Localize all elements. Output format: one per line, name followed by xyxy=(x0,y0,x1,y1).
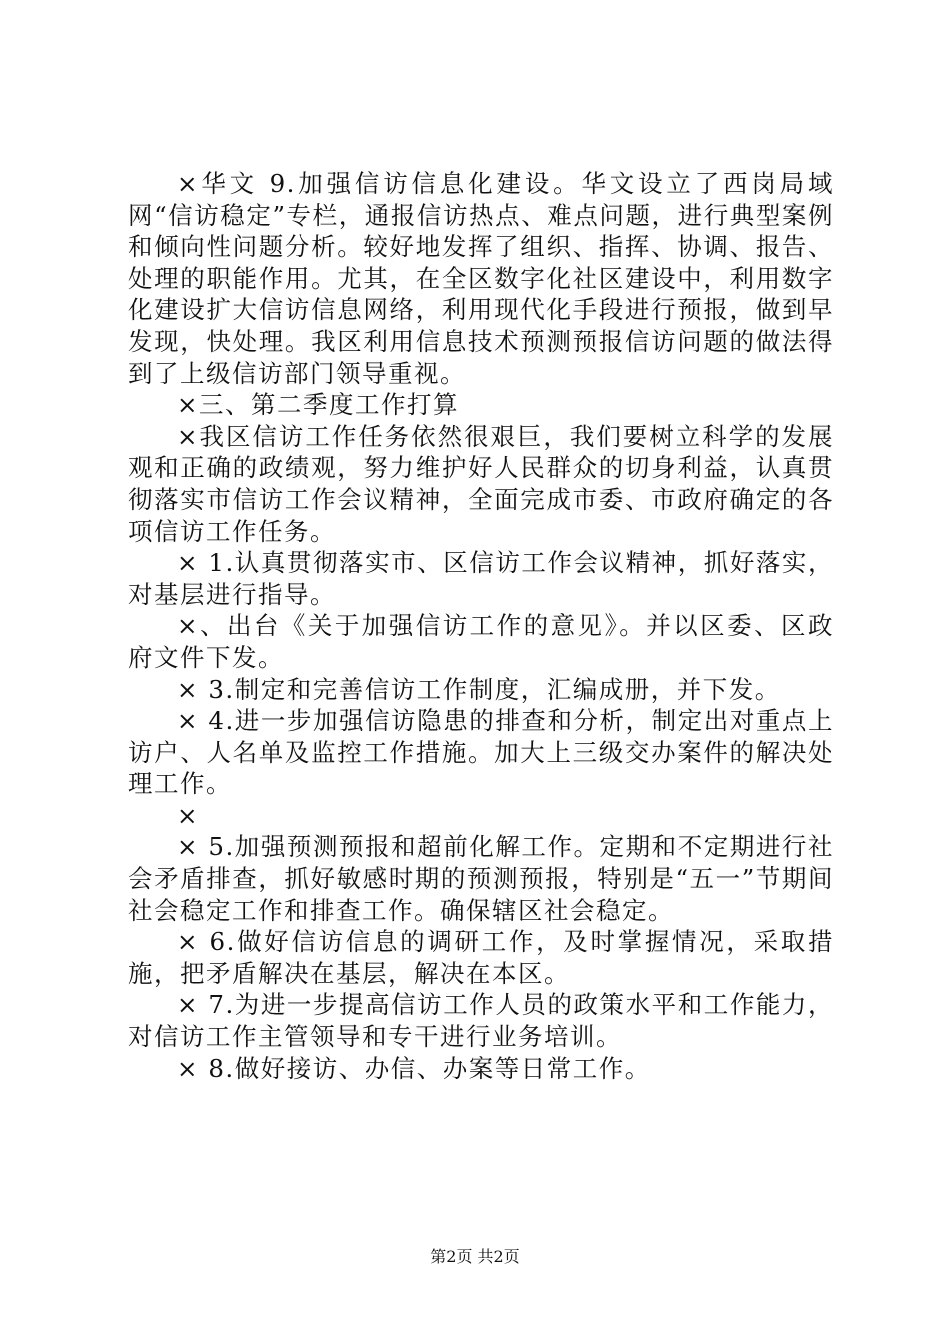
empty-marker-line: × xyxy=(177,800,200,830)
list-item-6: × 6.做好信访信息的调研工作，及时掌握情况，采取措施，把矛盾解决在基层，解决在本区。 xyxy=(128,927,834,988)
list-item-3: × 3.制定和完善信访工作制度，汇编成册，并下发。 xyxy=(177,674,781,704)
page-footer: 第2页 共2页 xyxy=(430,1247,520,1266)
list-item-8: × 8.做好接访、办信、办案等日常工作。 xyxy=(177,1053,651,1083)
list-item-1: × 1.认真贯彻落实市、区信访工作会议精神，抓好落实，对基层进行指导。 xyxy=(128,548,834,609)
list-item-5: × 5.加强预测预报和超前化解工作。定期和不定期进行社会矛盾排查，抓好敏感时期的预测预报，特别是“五一”节期间社会稳定工作和排查工作。确保辖区社会稳定。 xyxy=(128,832,834,925)
list-item-2: ×、出台《关于加强信访工作的意见》。并以区委、区政府文件下发。 xyxy=(128,611,834,672)
list-item-7: × 7.为进一步提高信访工作人员的政策水平和工作能力，对信访工作主管领导和专干进行业务培训。 xyxy=(128,990,834,1052)
list-item-4: × 4.进一步加强信访隐患的排查和分析，制定出对重点上访户、人名单及监控工作措施。加大上三级交办案件的解决处理工作。 xyxy=(128,706,834,799)
paragraph-info-system: ×华文 9.加强信访信息化建设。华文设立了西岗局域网“信访稳定”专栏，通报信访热点、难点问题，进行典型案例和倾向性问题分析。较好地发挥了组织、指挥、协调、报告、处理的职能作用。尤其，在全区数字化社区建设中，利用数字化建设扩大信访信息网络，利用现代化手段进行预报，做到早发现，快处理。我区利用信息技术预测预报信访问题的做法得到了上级信访部门领导重视。 xyxy=(128,169,834,388)
document-body xyxy=(128,168,834,1084)
section-heading-q2-plan: ×三、第二季度工作打算 xyxy=(177,390,460,420)
paragraph-q2-overview: ×我区信访工作任务依然很艰巨，我们要树立科学的发展观和正确的政绩观，努力维护好人民群众的切身利益，认真贯彻落实市信访工作会议精神，全面完成市委、市政府确定的各项信访工作任务。 xyxy=(128,421,834,546)
